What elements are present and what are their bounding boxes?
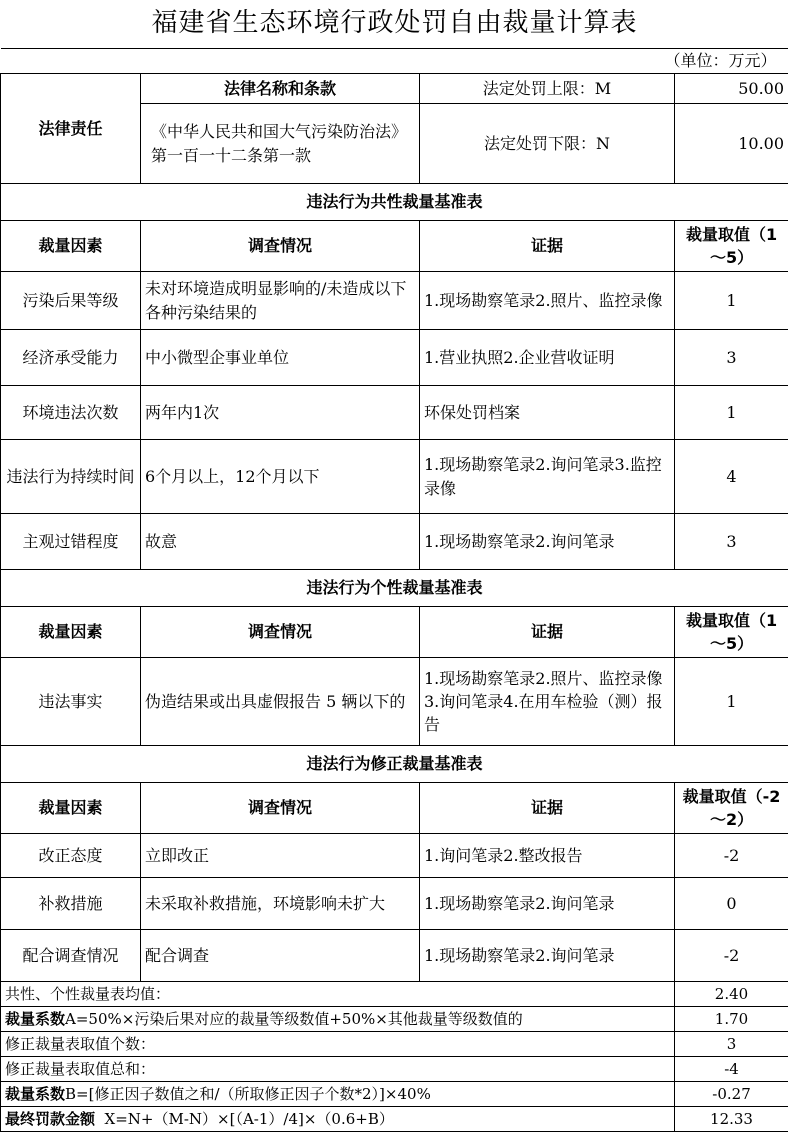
upper-limit-label: 法定处罚上限：M <box>420 74 675 104</box>
investigation-cell: 立即改正 <box>141 834 420 878</box>
summary-row <box>1 982 788 1007</box>
summary-label <box>1 1007 675 1032</box>
investigation-cell: 中小微型企事业单位 <box>141 330 420 386</box>
value-cell: -2 <box>675 834 788 878</box>
individual-header-evidence: 证据 <box>420 607 675 658</box>
legal-liability-label: 法律责任 <box>1 74 141 184</box>
table-row <box>1 272 788 330</box>
table-row <box>1 930 788 982</box>
value-cell: 1 <box>675 272 788 330</box>
unit-label: （单位：万元） <box>1 49 788 74</box>
summary-value: 2.40 <box>675 982 788 1007</box>
investigation-cell: 6个月以上，12个月以下 <box>141 440 420 514</box>
value-cell: 0 <box>675 878 788 930</box>
value-cell: -2 <box>675 930 788 982</box>
common-section-title: 违法行为共性裁量基准表 <box>1 184 788 221</box>
correction-header-factor: 裁量因素 <box>1 783 141 834</box>
summary-value: 12.33 <box>675 1107 788 1132</box>
summary-label-bold: 裁量系数 <box>5 1010 66 1028</box>
investigation-cell: 配合调查 <box>141 930 420 982</box>
summary-value: -4 <box>675 1057 788 1082</box>
table-row <box>1 834 788 878</box>
lower-limit-value: 10.00 <box>675 104 788 184</box>
summary-label-text: 修正裁量表取值总和： <box>5 1060 156 1078</box>
factor-cell: 主观过错程度 <box>1 514 141 570</box>
summary-label-text: 修正裁量表取值个数： <box>5 1035 156 1053</box>
evidence-cell: 1.现场勘察笔录2.照片、监控录像3.询问笔录4.在用车检验（测）报告 <box>420 658 675 746</box>
investigation-cell: 伪造结果或出具虚假报告 5 辆以下的 <box>141 658 420 746</box>
value-cell: 3 <box>675 514 788 570</box>
table-row <box>1 878 788 930</box>
summary-label <box>1 1082 675 1107</box>
common-header-value: 裁量取值（1～5） <box>675 221 788 272</box>
factor-cell: 补救措施 <box>1 878 141 930</box>
individual-section-title: 违法行为个性裁量基准表 <box>1 570 788 607</box>
summary-label-bold: 裁量系数 <box>5 1085 66 1103</box>
summary-label-bold: 最终罚款金额 <box>5 1110 96 1128</box>
summary-row <box>1 1107 788 1132</box>
summary-value: 1.70 <box>675 1007 788 1032</box>
sheet-title: 福建省生态环境行政处罚自由裁量计算表 <box>1 0 788 49</box>
evidence-cell: 1.询问笔录2.整改报告 <box>420 834 675 878</box>
summary-row <box>1 1057 788 1082</box>
summary-row <box>1 1082 788 1107</box>
factor-cell: 改正态度 <box>1 834 141 878</box>
correction-header-investigation: 调查情况 <box>141 783 420 834</box>
summary-label <box>1 1107 675 1132</box>
summary-label-text: X=N+（M-N）×[（A-1）/4]×（0.6+B） <box>95 1110 394 1128</box>
evidence-cell: 环保处罚档案 <box>420 386 675 440</box>
evidence-cell: 1.现场勘察笔录2.询问笔录 <box>420 930 675 982</box>
individual-header-investigation: 调查情况 <box>141 607 420 658</box>
value-cell: 1 <box>675 658 788 746</box>
summary-label <box>1 1057 675 1082</box>
summary-value: -0.27 <box>675 1082 788 1107</box>
summary-row <box>1 1007 788 1032</box>
summary-label-text: 共性、个性裁量表均值： <box>5 985 171 1003</box>
evidence-cell: 1.现场勘察笔录2.询问笔录 <box>420 878 675 930</box>
correction-header-value: 裁量取值（-2～2） <box>675 783 788 834</box>
factor-cell: 配合调查情况 <box>1 930 141 982</box>
investigation-cell: 未对环境造成明显影响的/未造成以下各种污染结果的 <box>141 272 420 330</box>
common-header-evidence: 证据 <box>420 221 675 272</box>
factor-cell: 违法行为持续时间 <box>1 440 141 514</box>
value-cell: 4 <box>675 440 788 514</box>
individual-header-factor: 裁量因素 <box>1 607 141 658</box>
table-row <box>1 330 788 386</box>
factor-cell: 污染后果等级 <box>1 272 141 330</box>
investigation-cell: 未采取补救措施，环境影响未扩大 <box>141 878 420 930</box>
correction-section-title: 违法行为修正裁量基准表 <box>1 746 788 783</box>
factor-cell: 经济承受能力 <box>1 330 141 386</box>
table-row <box>1 658 788 746</box>
law-header: 法律名称和条款 <box>141 74 420 104</box>
evidence-cell: 1.营业执照2.企业营收证明 <box>420 330 675 386</box>
law-name: 《中华人民共和国大气污染防治法》第一百一十二条第一款 <box>141 104 420 184</box>
table-row <box>1 440 788 514</box>
evidence-cell: 1.现场勘察笔录2.照片、监控录像 <box>420 272 675 330</box>
evidence-cell: 1.现场勘察笔录2.询问笔录3.监控录像 <box>420 440 675 514</box>
summary-label <box>1 1032 675 1057</box>
evidence-cell: 1.现场勘察笔录2.询问笔录 <box>420 514 675 570</box>
summary-label <box>1 982 675 1007</box>
summary-label-text: B=[修正因子数值之和/（所取修正因子个数*2）]×40% <box>65 1085 431 1103</box>
common-header-factor: 裁量因素 <box>1 221 141 272</box>
investigation-cell: 故意 <box>141 514 420 570</box>
summary-row <box>1 1032 788 1057</box>
lower-limit-label: 法定处罚下限：N <box>420 104 675 184</box>
correction-header-evidence: 证据 <box>420 783 675 834</box>
factor-cell: 违法事实 <box>1 658 141 746</box>
summary-value: 3 <box>675 1032 788 1057</box>
individual-header-value: 裁量取值（1～5） <box>675 607 788 658</box>
value-cell: 1 <box>675 386 788 440</box>
investigation-cell: 两年内1次 <box>141 386 420 440</box>
common-header-investigation: 调查情况 <box>141 221 420 272</box>
table-row <box>1 514 788 570</box>
table-row <box>1 386 788 440</box>
upper-limit-value: 50.00 <box>675 74 788 104</box>
factor-cell: 环境违法次数 <box>1 386 141 440</box>
summary-label-text: A=50%×污染后果对应的裁量等级数值+50%×其他裁量等级数值的 <box>65 1010 523 1028</box>
value-cell: 3 <box>675 330 788 386</box>
